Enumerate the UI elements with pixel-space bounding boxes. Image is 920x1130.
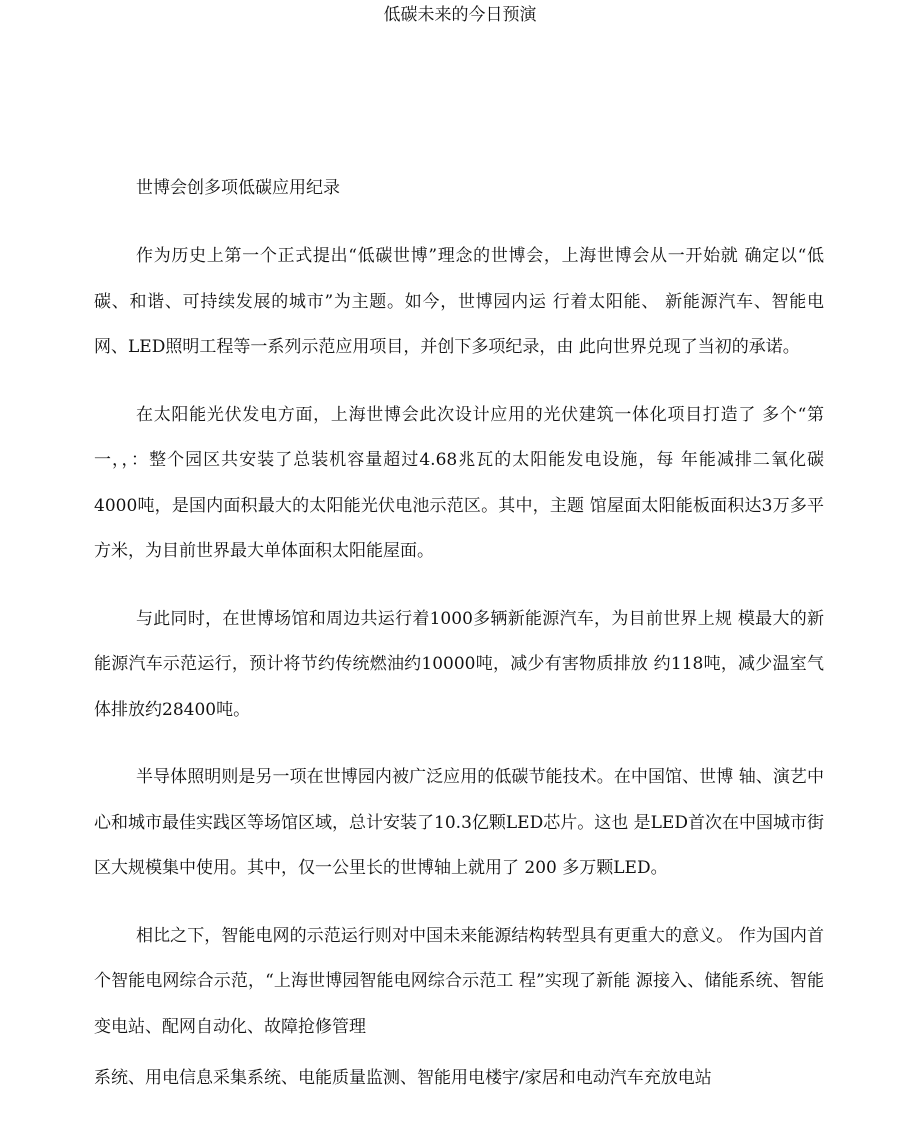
paragraph-new-energy-vehicles: 与此同时，在世博场馆和周边共运行着1000多辆新能源汽车，为目前世界上规 模最大的新能源汽车示范运行，预计将节约传统燃油约10000吨，减少有害物质排放 约118吨，减少温室气体排放约28400吨。 (94, 608, 824, 720)
paragraph-intro: 作为历史上第一个正式提出“低碳世博”理念的世博会，上海世博会从一开始就 确定以“低碳、和谐、可持续发展的城市”为主题。如今，世博园内运 行着太阳能、 新能源汽车、智能电网、LED照明工程等一系列示范应用项目，并创下多项纪录，由 此向世界兑现了当初的承诺。 (94, 246, 824, 357)
document-title: 低碳未来的今日预演 (383, 5, 537, 25)
paragraph-led-lighting: 半导体照明则是另一项在世博园内被广泛应用的低碳节能技术。在中国馆、世博 轴、演艺中心和城市最佳实践区等场馆区域，总计安装了10.3亿颗LED芯片。这也 是LED首次在中国城市街区大规模集中使用。其中，仅一公里长的世博轴上就用了 200 多万颗LED。 (94, 767, 824, 878)
paragraph-continuation: 系统、用电信息采集系统、电能质量监测、智能用电楼宇/家居和电动汽车充放电站 (94, 1068, 712, 1088)
section-heading: 世博会创多项低碳应用纪录 (136, 178, 340, 198)
paragraph-smart-grid: 相比之下，智能电网的示范运行则对中国未来能源结构转型具有更重大的意义。 作为国内首个智能电网综合示范，“上海世博园智能电网综合示范工 程”实现了新能 源接入、储能系统、智能变电站、配网自动化、故障抢修管理 (94, 925, 824, 1037)
document-body (94, 170, 824, 1096)
paragraph-solar: 在太阳能光伏发电方面，上海世博会此次设计应用的光伏建筑一体化项目打造了 多个“第一，，：整个园区共安装了总装机容量超过4.68兆瓦的太阳能发电设施，每 年能减排二氧化碳4000吨，是国内面积最大的太阳能光伏电池示范区。其中，主题 馆屋面太阳能板面积达3万多平方米，为目前世界最大单体面积太阳能屋面。 (94, 404, 824, 561)
